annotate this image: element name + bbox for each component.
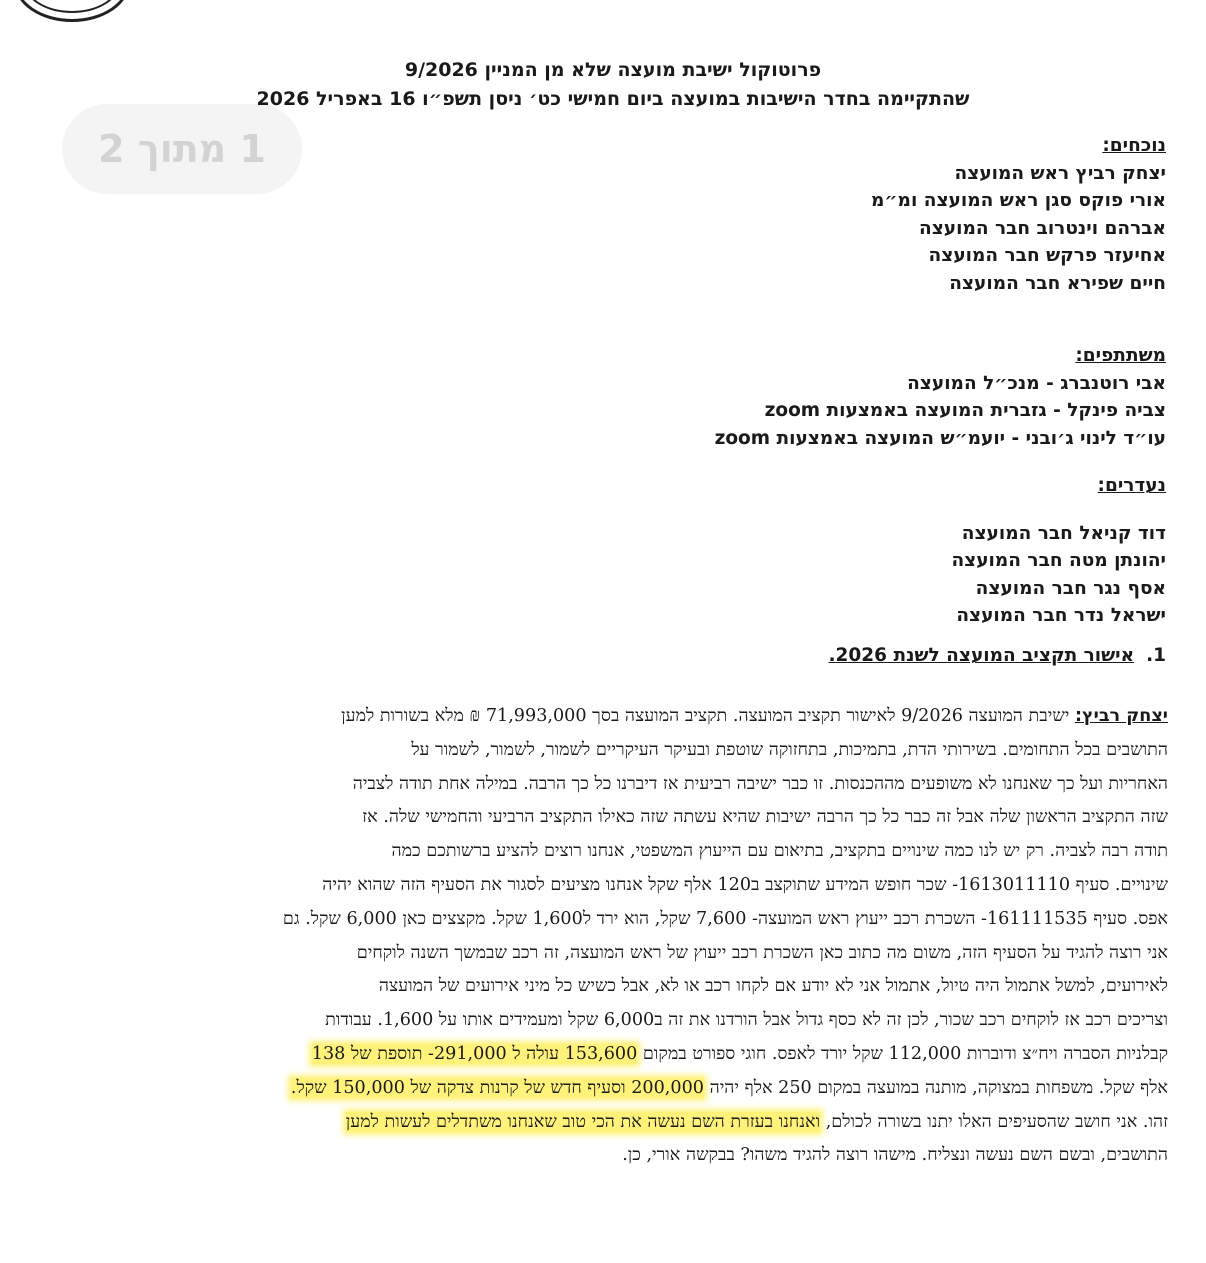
participant-item: עו״ד לינוי ג׳ובני - יועמ״ש המועצה באמצעות zoom <box>714 427 1166 449</box>
present-item: אברהם וינטרוב חבר המועצה <box>918 217 1166 239</box>
absent-section <box>951 472 1166 630</box>
highlighted-text: ואנחנו בעזרת השם נעשה את הכי טוב שאנחנו משתדלים לעשות למען <box>345 1111 821 1132</box>
participant-item: צביה פינקל - גזברית המועצה באמצעות zoom <box>764 400 1166 421</box>
speech-line: התושבים, ובשם השם נעשה ונצליח. מישהו רוצה להגיד משהו? בבקשה אורי, כן. <box>622 1145 1168 1166</box>
speech-body <box>32 700 1168 1173</box>
speech-line: וצריכים רכב אז לוקחים רכב שכור, לכן זה לא כסף גדול אבל הורדנו את זה ב6,000 שקל ומעמידים אותו על 1,600. עבודות <box>325 1010 1168 1031</box>
present-item: חיים שפירא חבר המועצה <box>949 272 1166 294</box>
agenda-number: 1. <box>1146 645 1166 666</box>
present-item: אחיעזר פרקש חבר המועצה <box>928 245 1166 266</box>
absent-title: נעדרים: <box>1097 475 1166 496</box>
speech-line: יצחק רביץ: ישיבת המועצה 9/2026 לאישור תקציב המועצה. תקציב המועצה בסך 71,993,000 ₪ מלא בשורות למען <box>341 706 1168 726</box>
speech-line: אני רוצה להגיד על הסעיף הזה, משום מה כתוב כאן השכרת רכב ייעוץ של ראש המועצה, זה רכב שבמשך השנה לוקחים <box>356 942 1168 963</box>
speech-line: שזה התקציב הראשון שלה אבל זה כבר כל כך הרבה ישיבות שהיא עשתה שזה כאילו התקציב הרביעי והחמישי שלה. אז <box>362 807 1168 828</box>
speech-line-highlighted: קבלניות הסברה ויח״צ ודוברות 112,000 שקל יורד לאפס. חוגי ספורט במקום 153,600 עולה ל 291,000- תוספת של 138 <box>311 1043 1168 1064</box>
participant-item: אבי רוטנברג - מנכ״ל המועצה <box>907 372 1166 394</box>
speech-line: התושבים בכל התחומים. בשירותי הדת, בתמיכות, בתחזוקה שוטפת ובעיקר העיקריים לשמור, לשמור, לשמור על <box>411 739 1168 760</box>
participants-section <box>715 342 1166 452</box>
document-header <box>0 56 1206 114</box>
speech-line: לאירועים, למשל אתמול היה טיול, אתמול אני לא יודע אם לקחו רכב או לא, אבל כשיש כל מיני אירועים של המועצה <box>378 976 1168 997</box>
participants-title: משתתפים: <box>1075 345 1166 366</box>
speech-line: תודה רבה לצביה. רק יש לנו כמה שינויים בתקציב, בתיאום עם הייעוץ המשפטי, אנחנו רוצים להציע ברשותכם כמה <box>391 841 1168 862</box>
speaker-name: יצחק רביץ: <box>1074 706 1168 726</box>
absent-item: דוד קניאל חבר המועצה <box>961 522 1166 544</box>
municipal-seal <box>14 0 130 22</box>
document-title: פרוטוקול ישיבת מועצה שלא מן המניין 9/2026 <box>404 59 822 81</box>
agenda-title: אישור תקציב המועצה לשנת 2026. <box>828 645 1135 666</box>
speech-line: שינויים. סעיף 1613011110- שכר חופש המידע שתוקצב ב120 אלף שקל אנחנו מציעים לסגור את הסעיף הזה שהוא יהיה <box>322 874 1168 895</box>
document-subtitle: שהתקיימה בחדר הישיבות במועצה ביום חמישי כט׳ ניסן תשפ״ו 16 באפריל 2026 <box>256 88 970 110</box>
absent-item: ישראל נדר חבר המועצה <box>956 605 1166 626</box>
highlighted-text: 200,000 וסעיף חדש של קרנות צדקה של 150,000 שקל. <box>290 1077 704 1098</box>
speech-line: אפס. סעיף 161111535- השכרת רכב ייעוץ ראש המועצה- 7,600 שקל, הוא ירד ל1,600 שקל. מקצצים כאן 6,000 שקל. גם <box>282 908 1168 929</box>
absent-item: יהונתן מטה חבר המועצה <box>951 550 1166 571</box>
highlighted-text: 153,600 עולה ל 291,000- תוספת של 138 <box>311 1043 638 1064</box>
present-item: אורי פוקס סגן ראש המועצה ומ״מ <box>871 190 1166 211</box>
present-item: יצחק רביץ ראש המועצה <box>954 162 1166 184</box>
agenda-item <box>829 645 1167 666</box>
present-section <box>871 132 1166 297</box>
speech-line-highlighted: אלף שקל. משפחות במצוקה, מותנה במועצה במקום 250 אלף יהיה 200,000 וסעיף חדש של קרנות צדקה של 150,000 שקל. <box>290 1077 1168 1098</box>
speech-line: האחריות ועל כך שאנחנו לא משופעים מההכנסות. זו כבר ישיבה רביעית אז דיברנו כל כך הרבה. במילה אחת תודה לצביה <box>352 773 1168 794</box>
speech-line-highlighted: זהו. אני חושב שהסעיפים האלו יתנו בשורה לכולם, ואנחנו בעזרת השם נעשה את הכי טוב שאנחנו משתדלים לעשות למען <box>345 1111 1168 1132</box>
present-title: נוכחים: <box>1102 135 1166 156</box>
absent-item: אסף נגר חבר המועצה <box>975 577 1166 599</box>
page-number-watermark: 1 מתוך 2 <box>62 104 302 194</box>
